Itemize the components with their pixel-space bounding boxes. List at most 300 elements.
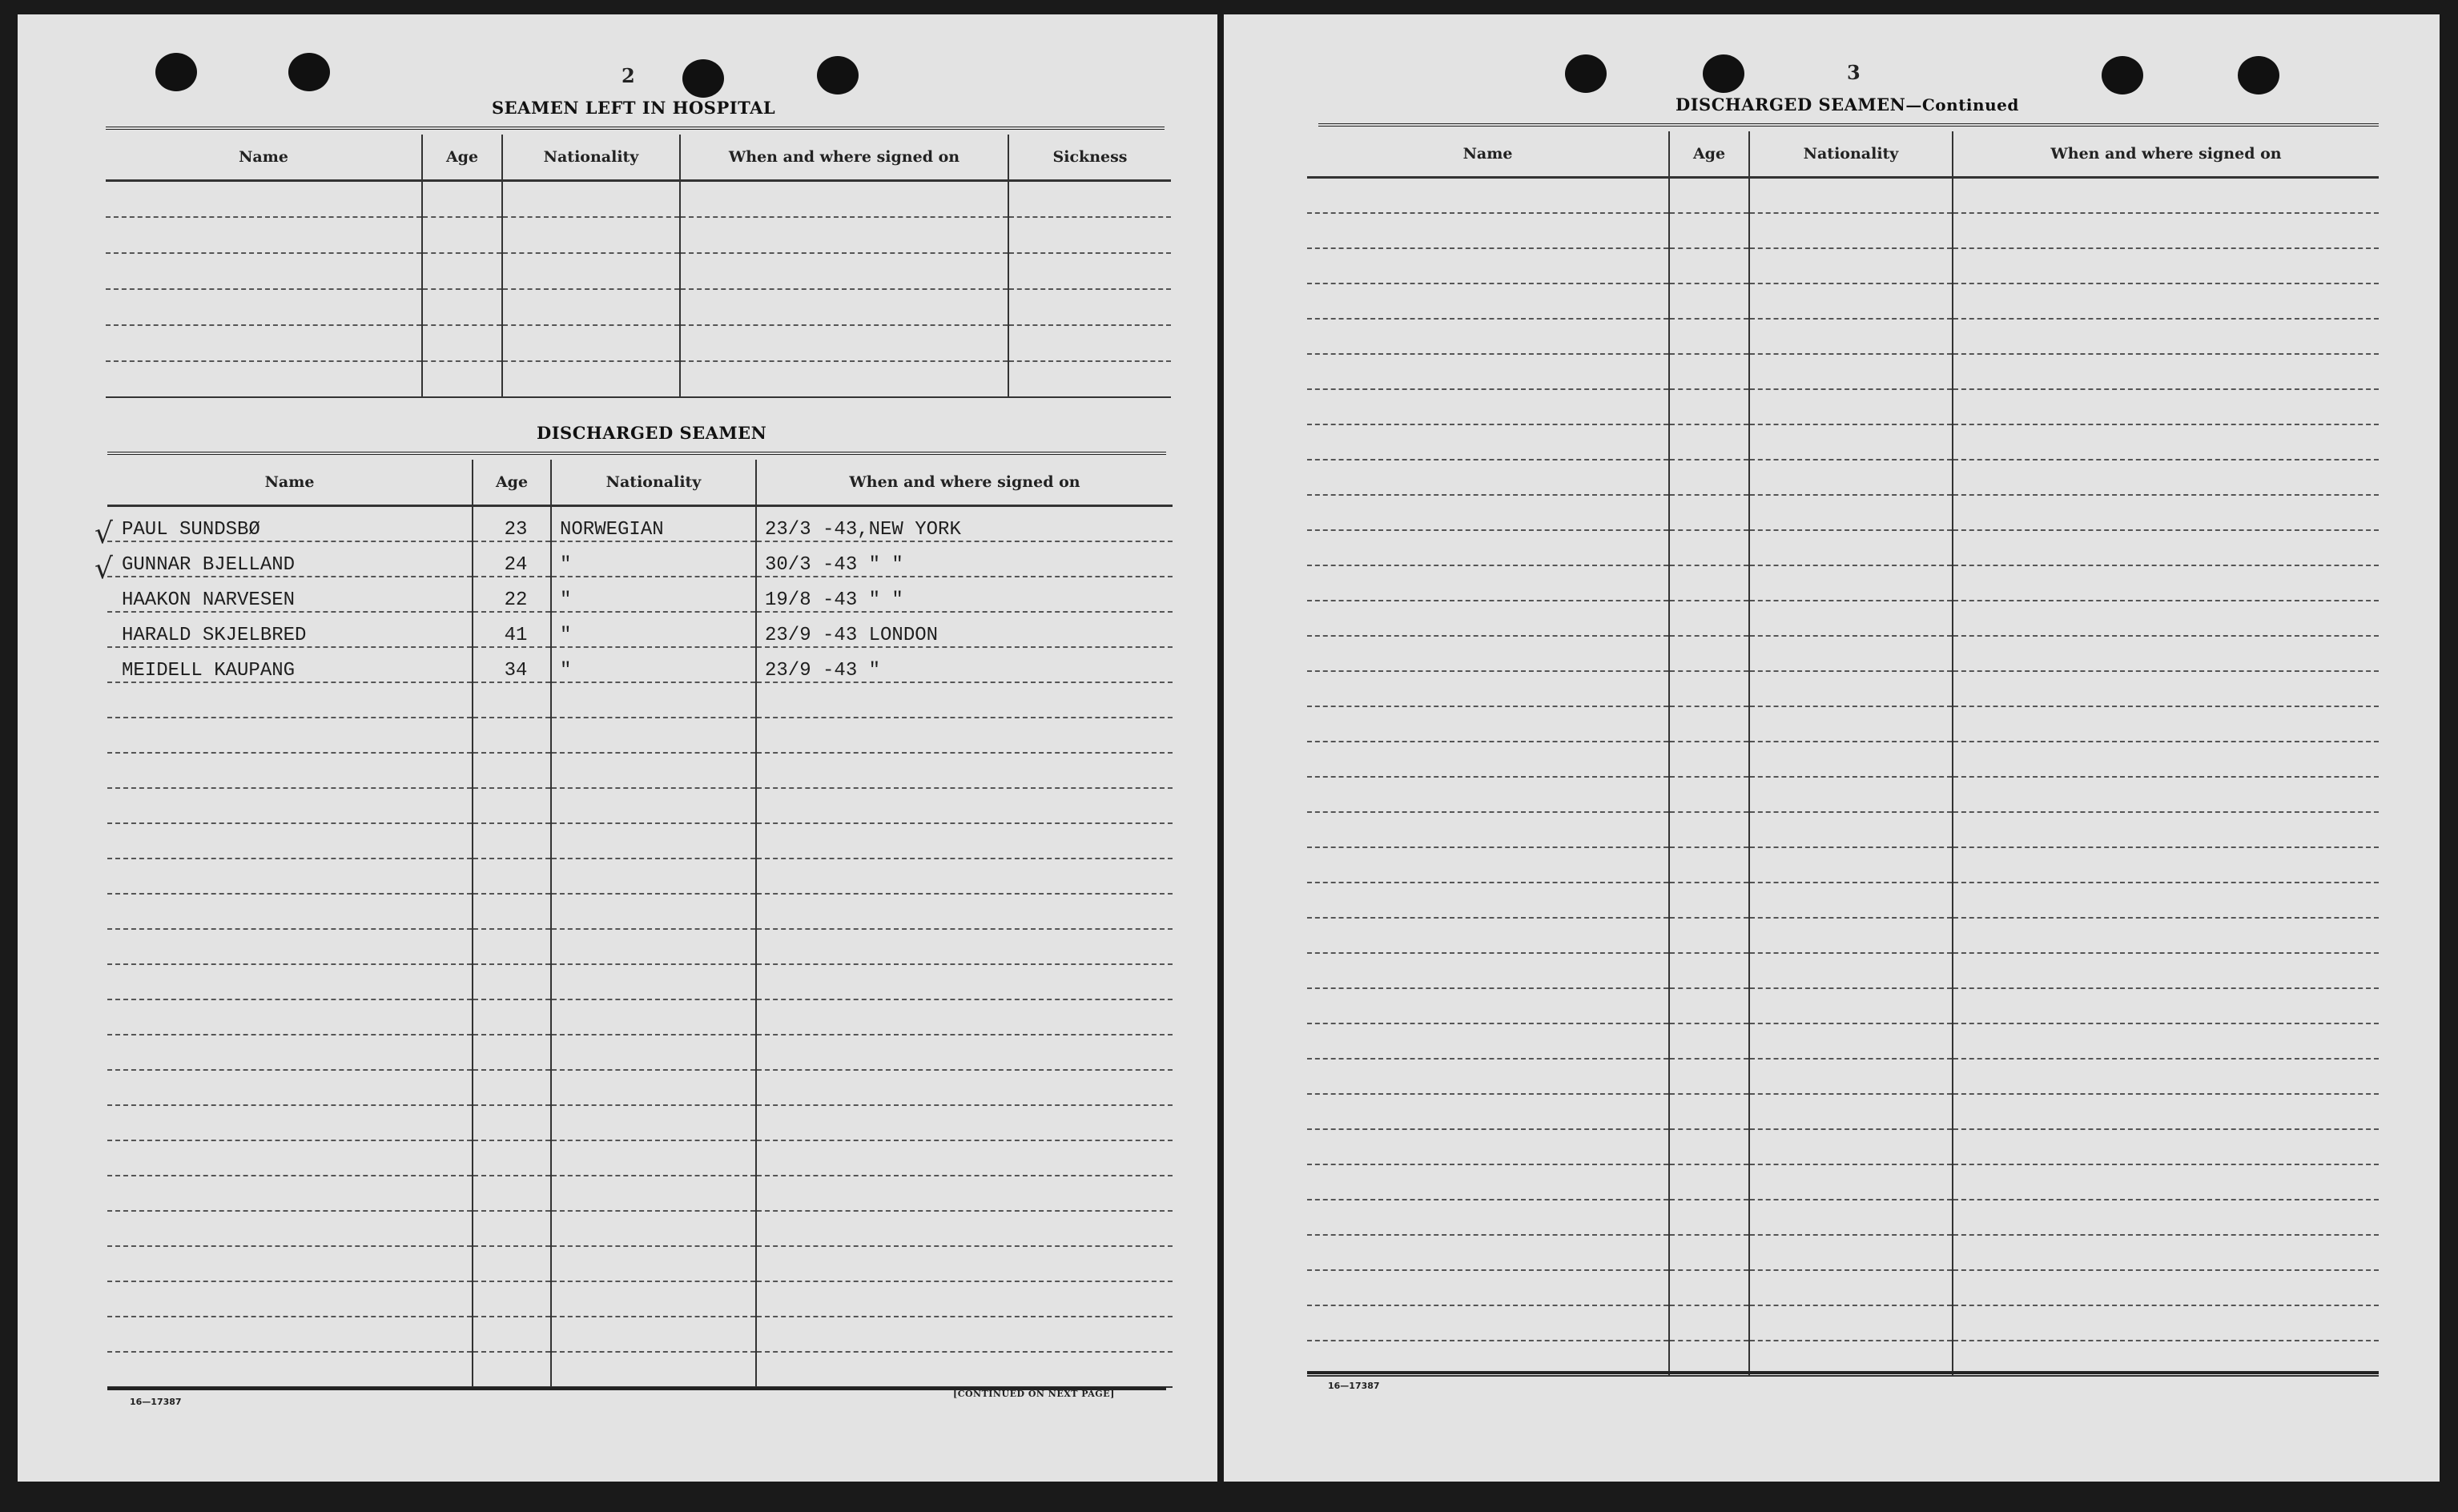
table-cell [1669,706,1749,742]
continued-title-text: DISCHARGED SEAMEN [1676,94,1906,115]
table-cell [1749,671,1953,706]
table-row [106,325,1171,361]
seaman-nationality: " [551,612,756,647]
table-row [1307,530,2379,565]
table-cell [551,1281,756,1317]
table-cell [1749,1235,1953,1270]
table-cell [1307,777,1669,812]
table-cell [551,1317,756,1352]
table-cell [1953,424,2379,460]
table-cell [680,253,1008,289]
table-cell [1307,424,1669,460]
table-cell [1749,1200,1953,1235]
table-cell [1008,181,1171,217]
page-number: 2 [622,64,635,87]
table-row [107,647,1173,682]
table-cell [1749,460,1953,495]
hospital-table [106,135,1171,398]
table-cell [1749,1305,1953,1341]
table-cell [473,1140,551,1176]
seaman-age: 23 [473,506,551,541]
table-row [1307,706,2379,742]
table-cell [1669,530,1749,565]
table-cell [107,753,473,788]
table-cell [1953,213,2379,248]
table-row [1307,460,2379,495]
table-cell [1749,1129,1953,1164]
table-cell [422,217,502,253]
table-cell [473,1317,551,1352]
table-cell [756,1176,1173,1211]
table-cell [756,999,1173,1035]
table-row [107,1035,1173,1070]
table-cell [1307,565,1669,601]
table-cell [1749,319,1953,354]
table-row [107,1352,1173,1387]
table-cell [473,929,551,964]
table-cell [551,1211,756,1246]
table-row [107,682,1173,718]
table-row [1307,1023,2379,1059]
table-cell [1307,354,1669,389]
table-cell [1953,918,2379,953]
table-cell [1669,777,1749,812]
punch-hole [817,56,859,94]
continued-col-signed-on: When and where signed on [1953,131,2379,178]
table-cell [1953,1059,2379,1094]
table-cell [1953,354,2379,389]
table-cell [551,1035,756,1070]
table-cell [756,718,1173,753]
table-cell [1307,953,1669,988]
table-row [1307,636,2379,671]
table-row [107,859,1173,894]
table-cell [1953,742,2379,777]
table-cell [551,1176,756,1211]
table-cell [107,964,473,999]
table-cell [502,181,680,217]
table-cell [680,181,1008,217]
table-cell [1953,1094,2379,1129]
hospital-col-age: Age [422,135,502,181]
table-cell [1008,217,1171,253]
table-row [107,894,1173,929]
table-cell [551,929,756,964]
table-cell [551,788,756,823]
table-row [1307,918,2379,953]
seaman-name: MEIDELL KAUPANG [107,647,473,682]
seaman-nationality: " [551,577,756,612]
table-cell [1749,1164,1953,1200]
table-cell [473,1352,551,1387]
table-row [1307,671,2379,706]
table-cell [106,289,422,325]
table-row [107,1281,1173,1317]
table-cell [1307,178,1669,213]
table-cell [1307,389,1669,424]
continued-table [1307,131,2379,1377]
table-cell [1307,1059,1669,1094]
seaman-name: GUNNAR BJELLAND [107,541,473,577]
punch-hole [1703,54,1744,93]
table-cell [107,718,473,753]
table-cell [1669,953,1749,988]
continued-col-nationality: Nationality [1749,131,1953,178]
hospital-col-name: Name [106,135,422,181]
table-cell [1307,460,1669,495]
table-row [107,964,1173,999]
table-cell [1669,847,1749,883]
table-cell [502,289,680,325]
table-cell [1953,671,2379,706]
table-cell [473,823,551,859]
table-cell [756,1281,1173,1317]
table-row [107,1176,1173,1211]
table-cell [1953,601,2379,636]
table-row [1307,1129,2379,1164]
continued-section-title [1676,94,2019,115]
table-row [1307,883,2379,918]
table-cell [502,361,680,397]
table-cell [1953,530,2379,565]
seaman-name: HAAKON NARVESEN [107,577,473,612]
table-row [1307,988,2379,1023]
seaman-signed-on: 30/3 -43 " " [756,541,1173,577]
seaman-name: PAUL SUNDSBØ [107,506,473,541]
table-cell [1749,1059,1953,1094]
table-row [1307,777,2379,812]
hospital-col-sickness: Sickness [1008,135,1171,181]
table-cell [1749,742,1953,777]
table-row [1307,178,2379,213]
table-cell [1669,988,1749,1023]
table-cell [1749,706,1953,742]
punch-hole [288,53,330,91]
table-row [1307,389,2379,424]
table-cell [1307,530,1669,565]
table-cell [1669,812,1749,847]
table-cell [680,361,1008,397]
table-cell [1669,565,1749,601]
table-cell [1953,1200,2379,1235]
table-cell [422,181,502,217]
table-cell [1953,319,2379,354]
table-cell [107,1176,473,1211]
table-cell [756,1317,1173,1352]
table-row [1307,565,2379,601]
seaman-age: 34 [473,647,551,682]
table-cell [107,929,473,964]
table-cell [107,1140,473,1176]
table-cell [473,894,551,929]
table-cell [473,999,551,1035]
seaman-signed-on: 19/8 -43 " " [756,577,1173,612]
table-cell [1307,636,1669,671]
seaman-signed-on: 23/9 -43 " [756,647,1173,682]
table-cell [1307,883,1669,918]
table-cell [1669,319,1749,354]
table-cell [106,253,422,289]
table-cell [1008,289,1171,325]
table-cell [1669,1341,1749,1376]
table-row [107,718,1173,753]
table-cell [1307,1341,1669,1376]
table-cell [106,325,422,361]
table-row [1307,1305,2379,1341]
table-row [106,361,1171,397]
check-mark-icon: √ [95,553,113,585]
table-cell [680,217,1008,253]
table-cell [551,964,756,999]
table-row [1307,248,2379,284]
table-row [107,1317,1173,1352]
discharged-top-rule [107,452,1166,460]
discharged-col-signed-on: When and where signed on [756,460,1173,506]
table-cell [1307,1270,1669,1305]
table-cell [502,325,680,361]
table-cell [1749,495,1953,530]
discharged-col-name: Name [107,460,473,506]
table-cell [1669,284,1749,319]
table-cell [1749,777,1953,812]
table-cell [107,823,473,859]
table-cell [756,929,1173,964]
table-cell [1307,706,1669,742]
table-cell [1669,1235,1749,1270]
table-cell [422,253,502,289]
page-gutter [1217,0,1224,1512]
table-cell [473,1035,551,1070]
seaman-nationality: " [551,541,756,577]
table-cell [422,325,502,361]
hospital-col-signed-on: When and where signed on [680,135,1008,181]
table-cell [502,217,680,253]
table-cell [756,894,1173,929]
table-cell [473,718,551,753]
table-cell [551,823,756,859]
table-cell [1953,706,2379,742]
table-cell [1307,1164,1669,1200]
punch-hole [2238,56,2279,94]
table-row [1307,424,2379,460]
table-cell [107,1352,473,1387]
seaman-age: 24 [473,541,551,577]
table-cell [1669,460,1749,495]
table-cell [1749,248,1953,284]
left-page [18,14,1217,1482]
table-cell [756,859,1173,894]
table-cell [1953,460,2379,495]
table-cell [1749,988,1953,1023]
table-cell [551,1105,756,1140]
table-cell [756,964,1173,999]
table-row [106,217,1171,253]
discharged-col-age: Age [473,460,551,506]
table-cell [1669,1023,1749,1059]
table-cell [422,289,502,325]
table-cell [1749,601,1953,636]
table-cell [1749,178,1953,213]
table-cell [1749,918,1953,953]
table-cell [756,682,1173,718]
table-cell [107,1317,473,1352]
table-cell [756,1035,1173,1070]
table-row [107,1211,1173,1246]
table-cell [1307,213,1669,248]
punch-hole [155,53,197,91]
table-cell [107,682,473,718]
table-cell [1953,953,2379,988]
seaman-name: HARALD SKJELBRED [107,612,473,647]
table-cell [107,1105,473,1140]
right-top-rule [1318,123,2379,131]
table-cell [1953,1235,2379,1270]
table-cell [473,1246,551,1281]
table-cell [551,682,756,718]
table-cell [473,682,551,718]
table-cell [1307,812,1669,847]
table-cell [107,1281,473,1317]
table-cell [1669,178,1749,213]
table-cell [1953,883,2379,918]
hospital-header-row [106,135,1171,181]
table-row [107,999,1173,1035]
table-cell [1307,671,1669,706]
table-cell [473,1176,551,1211]
table-row [106,181,1171,217]
table-cell [551,859,756,894]
table-cell [1749,636,1953,671]
punch-hole [2102,56,2143,94]
table-row [1307,1094,2379,1129]
right-bottom-rule [1307,1371,2379,1374]
discharged-table [107,460,1173,1388]
table-cell [1953,1129,2379,1164]
table-cell [1307,1129,1669,1164]
table-cell [551,894,756,929]
table-row [107,1105,1173,1140]
table-cell [1307,988,1669,1023]
table-cell [1669,601,1749,636]
table-cell [1669,636,1749,671]
table-cell [1669,918,1749,953]
table-cell [756,1352,1173,1387]
table-row [107,577,1173,612]
page-number: 3 [1847,61,1861,84]
table-cell [1953,988,2379,1023]
table-cell [1749,424,1953,460]
table-cell [1953,847,2379,883]
table-cell [1669,1305,1749,1341]
table-cell [1749,1023,1953,1059]
seaman-signed-on: 23/9 -43 LONDON [756,612,1173,647]
table-cell [1749,1094,1953,1129]
table-row [1307,812,2379,847]
table-row [107,823,1173,859]
table-cell [1953,1164,2379,1200]
table-cell [756,1105,1173,1140]
table-cell [756,1070,1173,1105]
table-cell [1307,1305,1669,1341]
table-cell [1953,1270,2379,1305]
table-cell [473,1211,551,1246]
table-row [1307,742,2379,777]
table-cell [1749,1270,1953,1305]
table-cell [473,753,551,788]
table-cell [1669,1200,1749,1235]
table-cell [1669,389,1749,424]
table-row [1307,847,2379,883]
table-cell [1669,1094,1749,1129]
table-cell [106,181,422,217]
table-cell [1008,361,1171,397]
table-cell [1669,671,1749,706]
table-cell [1953,812,2379,847]
table-cell [1749,389,1953,424]
table-cell [1953,565,2379,601]
table-cell [1307,319,1669,354]
check-mark-icon: √ [95,517,113,550]
table-row [1307,1059,2379,1094]
table-cell [756,1246,1173,1281]
table-cell [756,823,1173,859]
table-cell [1953,284,2379,319]
discharged-section-title: DISCHARGED SEAMEN [537,423,767,443]
table-cell [1749,883,1953,918]
table-cell [551,753,756,788]
table-cell [1008,253,1171,289]
table-cell [107,1246,473,1281]
table-cell [1749,812,1953,847]
seaman-nationality: " [551,647,756,682]
form-number: 16—17387 [130,1397,182,1407]
table-cell [473,1070,551,1105]
table-cell [106,361,422,397]
table-cell [1669,742,1749,777]
table-row [1307,1200,2379,1235]
continued-title-suffix: —Continued [1905,95,2019,115]
form-number: 16—17387 [1328,1381,1380,1391]
table-row [107,1140,1173,1176]
table-row [1307,354,2379,389]
table-cell [1669,495,1749,530]
table-cell [551,1140,756,1176]
table-cell [107,1211,473,1246]
table-cell [1749,847,1953,883]
table-cell [1307,495,1669,530]
table-cell [1669,424,1749,460]
table-row [107,541,1173,577]
table-cell [1953,495,2379,530]
table-cell [473,1281,551,1317]
table-cell [1669,213,1749,248]
table-row [107,1070,1173,1105]
hospital-col-nationality: Nationality [502,135,680,181]
table-cell [1953,1341,2379,1376]
table-cell [551,718,756,753]
continued-col-name: Name [1307,131,1669,178]
table-cell [1307,1235,1669,1270]
table-cell [1953,777,2379,812]
table-row [1307,213,2379,248]
table-cell [502,253,680,289]
table-cell [1669,1164,1749,1200]
table-cell [1669,1059,1749,1094]
table-cell [1953,178,2379,213]
table-cell [551,1246,756,1281]
table-row [1307,601,2379,636]
table-cell [1008,325,1171,361]
